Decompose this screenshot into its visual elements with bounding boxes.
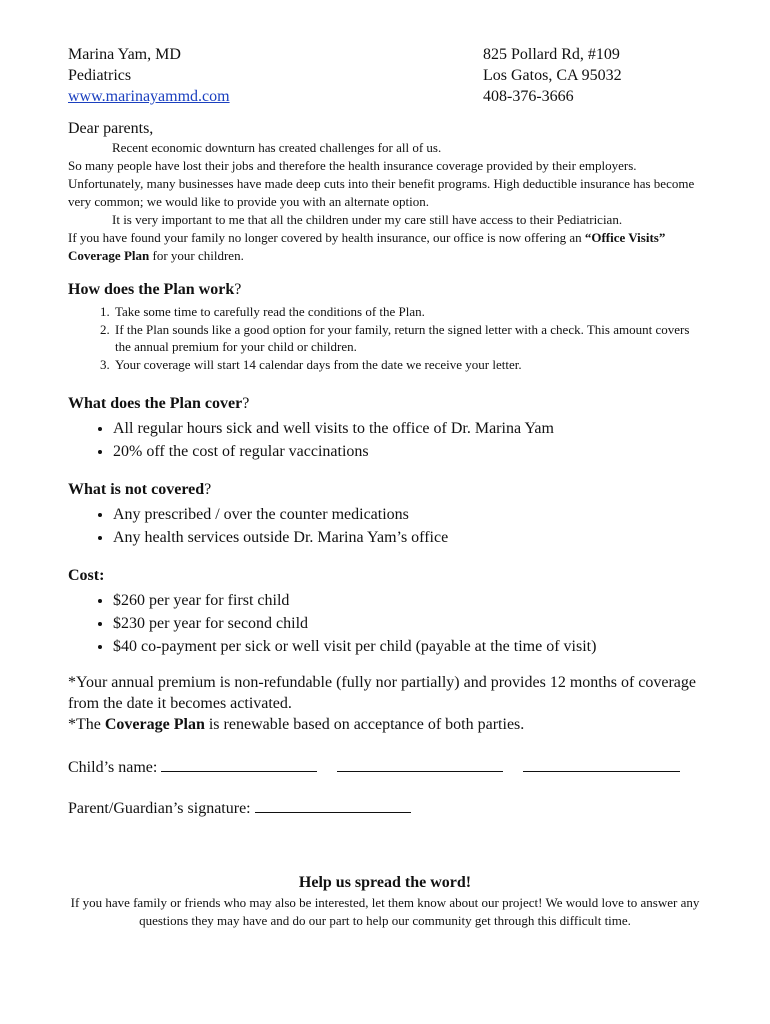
- parent-signature-blank[interactable]: [255, 798, 411, 813]
- list-item: • $230 per year for second child: [113, 612, 708, 635]
- premium-note: *Your annual premium is non-refundable (fully nor partially) and provides 12 months of coverage from the date it becomes activated.: [68, 674, 696, 712]
- parent-signature-field: [68, 798, 708, 819]
- footer: [68, 872, 702, 930]
- list-item: 2. If the Plan sounds like a good option for your family, return the signed letter with a check. This amount covers the annual premium for your child or children.: [113, 321, 708, 356]
- cost-list: [68, 589, 708, 658]
- letterhead: [68, 44, 708, 107]
- list-item: 1. Take some time to carefully read the conditions of the Plan.: [113, 303, 708, 321]
- paragraph-4-start: If you have found your family no longer covered by health insurance, our office is now offering an: [68, 230, 585, 245]
- address-line-1: 825 Pollard Rd, #109: [483, 46, 620, 63]
- how-heading: How does the Plan work?: [68, 281, 242, 298]
- list-item: • All regular hours sick and well visits to the office of Dr. Marina Yam: [113, 417, 708, 440]
- website-link[interactable]: www.marinayammd.com: [68, 88, 230, 105]
- letter-page: [68, 44, 708, 819]
- list-item: 3. Your coverage will start 14 calendar days from the date we receive your letter.: [113, 356, 708, 374]
- letterhead-left: [68, 44, 230, 107]
- parent-signature-label: Parent/Guardian’s signature:: [68, 800, 251, 817]
- letterhead-right: [483, 44, 708, 107]
- list-item: • 20% off the cost of regular vaccinations: [113, 440, 708, 463]
- covers-heading: What does the Plan cover?: [68, 395, 250, 412]
- list-item: • $40 co-payment per sick or well visit per child (payable at the time of visit): [113, 635, 708, 658]
- cost-heading: Cost:: [68, 567, 105, 584]
- how-steps-list: [68, 303, 708, 373]
- child-name-field: [68, 757, 708, 778]
- footer-text: If you have family or friends who may also be interested, let them know about our project! We would love to answer any questions they may have and do our part to help our community get through this difficult time.: [70, 895, 700, 928]
- footer-title: Help us spread the word!: [298, 874, 472, 891]
- paragraph-4-end: for your children.: [149, 248, 244, 263]
- paragraph-3: It is very important to me that all the children under my care still have access to their Pediatrician.: [112, 212, 623, 227]
- paragraph-4: [68, 229, 708, 265]
- phone-number: 408-376-3666: [483, 88, 574, 105]
- child-name-blank-1[interactable]: [161, 757, 317, 772]
- child-name-blank-3[interactable]: [523, 757, 680, 772]
- not-covered-list: [68, 503, 708, 549]
- child-name-label: Child’s name:: [68, 759, 158, 776]
- specialty: Pediatrics: [68, 67, 132, 84]
- child-name-blank-2[interactable]: [337, 757, 503, 772]
- list-item: • Any prescribed / over the counter medications: [113, 503, 708, 526]
- coverage-plan-name: Coverage Plan: [104, 716, 205, 733]
- paragraph-1: Recent economic downturn has created challenges for all of us.: [112, 140, 442, 155]
- not-covered-heading: What is not covered?: [68, 481, 212, 498]
- list-item: • $260 per year for first child: [113, 589, 708, 612]
- greeting: Dear parents,: [68, 120, 154, 137]
- covers-list: [68, 417, 708, 463]
- renewal-note: *The Coverage Plan is renewable based on acceptance of both parties.: [68, 716, 525, 733]
- list-item: • Any health services outside Dr. Marina Yam’s office: [113, 526, 708, 549]
- plan-name: “Office Visits” Coverage Plan: [68, 230, 666, 263]
- paragraph-2: So many people have lost their jobs and therefore the health insurance coverage provided by their employers. Unfortunately, many businesses have made deep cuts into their benefit programs. High deductible insurance has become very common; we would like to provide you with an alternate option.: [68, 158, 695, 209]
- doctor-name: Marina Yam, MD: [68, 46, 181, 63]
- address-line-2: Los Gatos, CA 95032: [483, 67, 622, 84]
